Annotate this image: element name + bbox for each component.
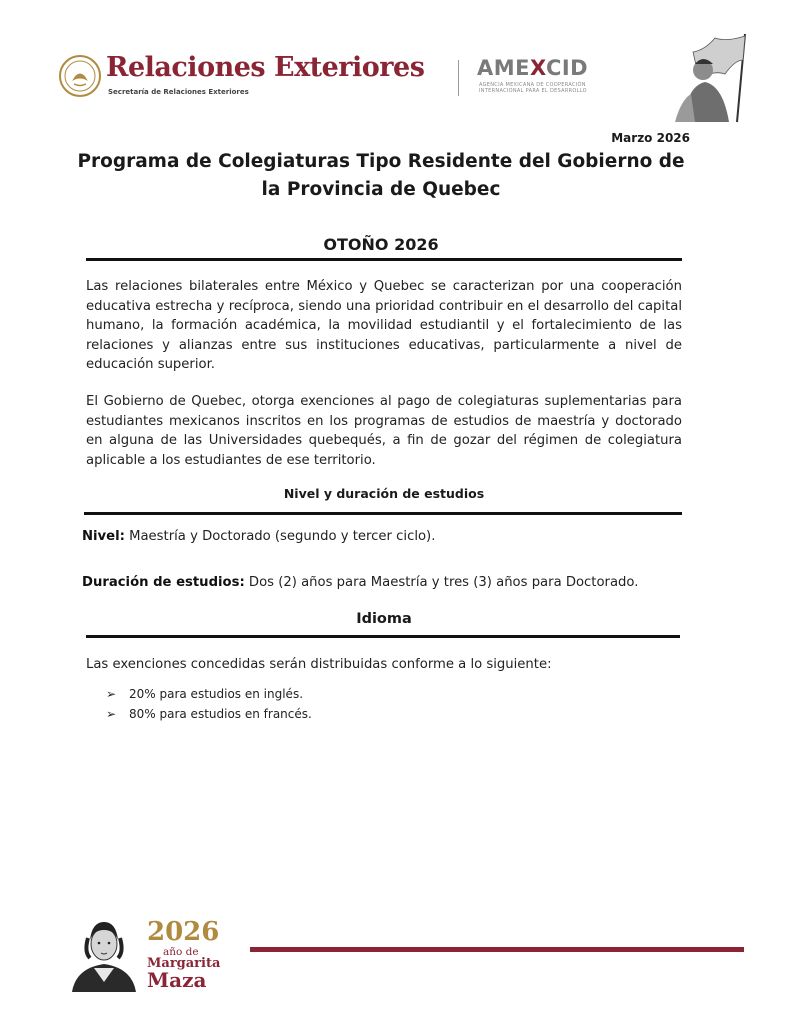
amexcid-logo-suffix: CID bbox=[545, 56, 589, 80]
document-date: Marzo 2026 bbox=[611, 131, 690, 145]
list-item-text: 80% para estudios en francés. bbox=[129, 707, 312, 721]
footer-bar bbox=[250, 947, 744, 952]
level-field bbox=[82, 529, 435, 544]
season-heading: OTOÑO 2026 bbox=[323, 235, 439, 254]
national-seal-icon bbox=[58, 54, 102, 98]
document-title: Programa de Colegiaturas Tipo Residente del Gobierno de la Provincia de Quebec bbox=[77, 151, 685, 200]
footer-name-line1: Margarita bbox=[147, 956, 221, 971]
intro-paragraph: Las relaciones bilaterales entre México y Quebec se caracterizan por una cooperación educativa estrecha y recíproca, siendo una prioridad contribuir en el desarrollo del capital humano, la formación académica, la movilidad estudiantil y el fortalecimiento de las relaciones y alianzas entre sus instituciones educativas, particularmente a nivel de educación superior. bbox=[86, 279, 682, 372]
exemption-paragraph: El Gobierno de Quebec, otorga exenciones al pago de colegiaturas suplementarias para estudiantes mexicanos inscritos en los programas de estudios de maestría y doctorado en alguna de las Universidades quebequés, a fin de gozar del régimen de colegiatura aplicable a los estudiantes de ese territorio. bbox=[86, 394, 682, 468]
section-rule bbox=[84, 512, 682, 515]
header-divider bbox=[458, 60, 459, 96]
arrow-bullet-icon: ➢ bbox=[106, 687, 117, 701]
duration-label: Duración de estudios: bbox=[82, 575, 245, 590]
list-item bbox=[106, 687, 303, 701]
section-rule bbox=[86, 258, 682, 261]
amexcid-logo-prefix: AME bbox=[477, 56, 530, 80]
woman-with-flag-portrait-icon bbox=[665, 30, 755, 124]
levels-heading: Nivel y duración de estudios bbox=[283, 486, 485, 501]
brand-title: Relaciones Exteriores bbox=[106, 52, 425, 83]
footer-name-line2: Maza bbox=[147, 968, 207, 992]
amexcid-logo-mark: X bbox=[530, 56, 546, 80]
footer-year: 2026 bbox=[147, 917, 220, 947]
language-intro: Las exenciones concedidas serán distribuidas conforme a lo siguiente: bbox=[86, 657, 552, 672]
margarita-maza-portrait-icon bbox=[64, 912, 144, 992]
duration-field bbox=[82, 575, 638, 590]
amexcid-subtitle: AGENCIA MEXICANA DE COOPERACIÓN INTERNACIONAL PARA EL DESARROLLO bbox=[479, 82, 587, 94]
arrow-bullet-icon: ➢ bbox=[106, 707, 117, 721]
level-label: Nivel: bbox=[82, 529, 125, 544]
list-item bbox=[106, 707, 312, 721]
footer-year-of: año de bbox=[163, 946, 199, 958]
brand-subtitle: Secretaría de Relaciones Exteriores bbox=[108, 88, 249, 96]
language-heading: Idioma bbox=[356, 611, 412, 627]
list-item-text: 20% para estudios en inglés. bbox=[129, 687, 304, 701]
section-rule bbox=[86, 635, 680, 638]
amexcid-logo bbox=[477, 56, 588, 80]
duration-value: Dos (2) años para Maestría y tres (3) años para Doctorado. bbox=[244, 575, 639, 590]
level-value: Maestría y Doctorado (segundo y tercer ciclo). bbox=[124, 529, 436, 544]
